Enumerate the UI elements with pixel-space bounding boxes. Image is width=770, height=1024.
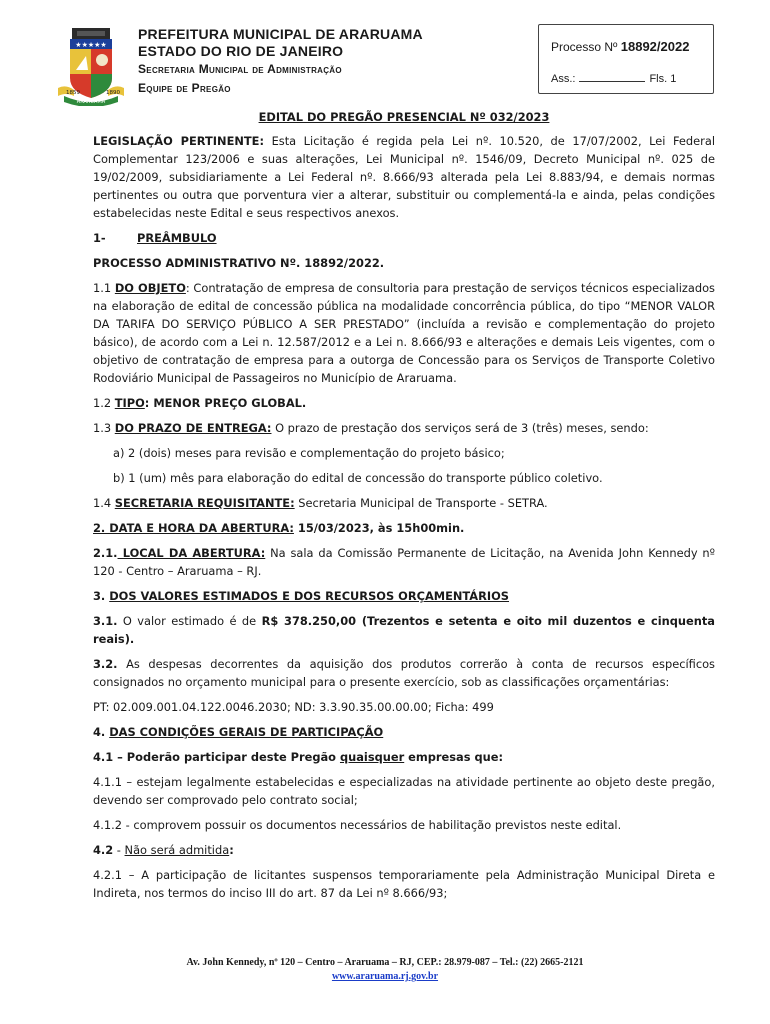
header-line-4: Equipe de Pregão (138, 81, 231, 95)
crest-ribbon: ARARUAMA (76, 99, 106, 105)
item-1-4: 1.4 SECRETARIA REQUISITANTE: Secretaria Municipal de Transporte - SETRA. (93, 496, 548, 510)
item-1-1: 1.1 DO OBJETO: Contratação de empresa de consultoria para prestação de serviços técnicos especializados na elaboração de edital de concessão pública na modalidade concorrência pública, do tipo “MENOR VALOR DA TARIFA DO SERVIÇO PÚBLICO A SER PRESTADO” (incluída a revisão e complementação do projeto básico), de acordo com a Lei n. 12.587/2012 e a Lei n. 8.666/93 e alterações e demais Leis vigentes, com o objetivo de contratação de empresa para a outorga de Concessão para os Serviços de Transporte Coletivo Rodoviário Municipal de Passageiros no Município de Araruama. (93, 281, 715, 385)
svg-text:★★★★★: ★★★★★ (75, 41, 107, 49)
item-1-2: 1.2 TIPO: MENOR PREÇO GLOBAL. (93, 396, 307, 410)
legislation-paragraph: LEGISLAÇÃO PERTINENTE: Esta Licitação é regida pela Lei nº. 10.520, de 17/07/2002, Lei Federal Complementar 123/2006 e suas alterações, Lei Municipal nº. 1546/09, Decreto Municipal nº. 025 de 19/02/2009, subsidiariamente a Lei Federal nº. 8.666/93 alterada pela Lei 8.883/94, e demais normas pertinentes ou outra que porventura vier a alterar, substituir ou complementá-la e ainda, pelas condições estabelecidas neste Edital e seus respectivos anexos. (93, 134, 716, 220)
header-line-2: ESTADO DO RIO DE JANEIRO (138, 43, 344, 59)
page-footer (0, 956, 770, 984)
process-line: PROCESSO ADMINISTRATIVO Nº. 18892/2022. (93, 256, 385, 270)
section-3: 3. DOS VALORES ESTIMADOS E DOS RECURSOS ORÇAMENTÁRIOS (93, 589, 510, 603)
item-1-3-a: a) 2 (dois) meses para revisão e complementação do projeto básico; (113, 446, 505, 460)
document-title: EDITAL DO PREGÃO PRESENCIAL Nº 032/2023 (258, 110, 550, 124)
item-4-2-1: 4.2.1 – A participação de licitantes suspensos temporariamente pela Administração Municipal Direta e Indireta, nos termos do inciso III do art. 87 da Lei nº 8.666/93; (93, 868, 715, 900)
signature-sheet-line: Ass.: Fls. 1 (551, 73, 677, 85)
item-3-1: 3.1. O valor estimado é de R$ 378.250,00 (Trezentos e setenta e oito mil duzentos e cinquenta reais). (93, 614, 715, 646)
item-2-1: 2.1. LOCAL DA ABERTURA: Na sala da Comissão Permanente de Licitação, na Avenida John Kennedy nº 120 - Centro – Araruama – RJ. (93, 546, 716, 578)
coat-of-arms-icon (56, 26, 126, 106)
item-4-1: 4.1 – Poderão participar deste Pregão quaisquer empresas que: (93, 750, 504, 764)
letterhead (138, 26, 478, 98)
footer-address: Av. John Kennedy, nº 120 – Centro – Araruama – RJ, CEP.: 28.979-087 – Tel.: (22) 2665-2121 (186, 957, 584, 968)
section-2: 2. DATA E HORA DA ABERTURA: 15/03/2023, às 15h00min. (93, 521, 465, 535)
item-1-3-b: b) 1 (um) mês para elaboração do edital de concessão do transporte público coletivo. (113, 471, 603, 485)
process-number: Processo Nº 18892/2022 (551, 39, 690, 54)
header-line-1: PREFEITURA MUNICIPAL DE ARARUAMA (138, 26, 423, 42)
section-1-heading: 1- PREÂMBULO (93, 231, 217, 245)
item-1-3: 1.3 DO PRAZO DE ENTREGA: O prazo de prestação dos serviços será de 3 (três) meses, sendo: (93, 421, 649, 435)
item-3-2: 3.2. As despesas decorrentes da aquisição dos produtos correrão à conta de recursos específicos consignados no orçamento municipal para o presente exercício, sob as classificações orçamentárias: (93, 657, 715, 689)
crest-year-left: 1859 (66, 90, 80, 96)
process-box (538, 24, 714, 94)
crest-year-right: 1890 (106, 90, 120, 96)
section-4: 4. DAS CONDIÇÕES GERAIS DE PARTICIPAÇÃO (93, 725, 384, 739)
document-body (93, 108, 715, 909)
footer-website-link[interactable]: www.araruama.rj.gov.br (331, 971, 439, 982)
item-4-2: 4.2 - Não será admitida: (93, 843, 234, 857)
header-line-3: Secretaria Municipal de Administração (138, 62, 342, 76)
item-4-1-2: 4.1.2 - comprovem possuir os documentos necessários de habilitação previstos neste edital. (93, 818, 622, 832)
item-4-1-1: 4.1.1 – estejam legalmente estabelecidas e especializadas na atividade pertinente ao objeto deste pregão, devendo ser comprovado pelo contrato social; (93, 775, 715, 807)
budget-classification: PT: 02.009.001.04.122.0046.2030; ND: 3.3.90.35.00.00.00; Ficha: 499 (93, 700, 494, 714)
